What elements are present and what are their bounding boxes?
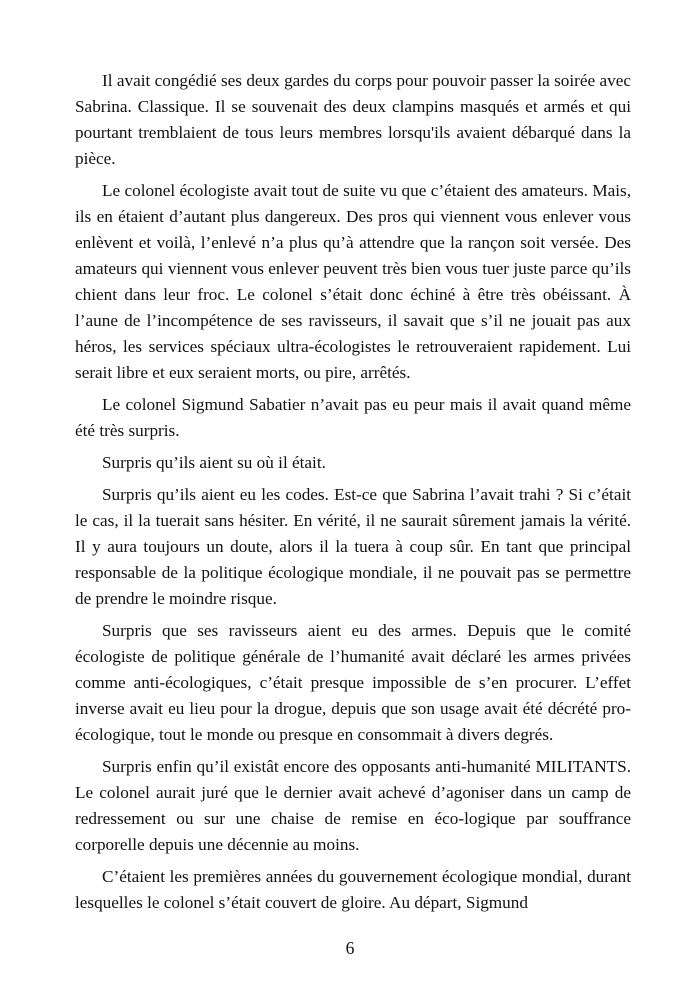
page-body bbox=[75, 68, 631, 922]
paragraph-2: Le colonel écologiste avait tout de suite vu que c’étaient des amateurs. Mais, ils en étaient d’autant plus dangereux. Des pros qui viennent vous enlever vous enlèvent et voilà, l’enlevé n’a plus qu’à attendre que la rançon soit versée. Des amateurs qui viennent vous enlever peuvent très bien vous tuer juste parce qu’ils chient dans leur froc. Le colonel s’était donc échiné à être très obéissant. À l’aune de l’incompétence de ses ravisseurs, il savait que s’il ne jouait pas aux héros, les services spéciaux ultra-écologistes le retrouveraient rapidement. Lui serait libre et eux seraient morts, ou pire, arrêtés. bbox=[75, 181, 631, 382]
paragraph-8: C’étaient les premières années du gouvernement écologique mondial, durant lesquelles le colonel s’était couvert de gloire. Au départ, Sigmund bbox=[75, 867, 631, 912]
paragraph-6: Surpris que ses ravisseurs aient eu des armes. Depuis que le comité écologiste de politique générale de l’humanité avait déclaré les armes privées comme anti-écologiques, c’était presque impossible de s’en procurer. L’effet inverse avait eu lieu pour la drogue, depuis que son usage avait été décrété pro-écologique, tout le monde ou presque en consommait à divers degrés. bbox=[75, 621, 631, 744]
paragraph-7: Surpris enfin qu’il existât encore des opposants anti-humanité MILITANTS. Le colonel aurait juré que le dernier avait achevé d’agoniser dans un camp de redressement ou sur une chaise de remise en éco-logique par souffrance corporelle depuis une décennie au moins. bbox=[75, 757, 631, 854]
paragraph-4: Surpris qu’ils aient su où il était. bbox=[102, 453, 326, 472]
paragraph-5: Surpris qu’ils aient eu les codes. Est-ce que Sabrina l’avait trahi ? Si c’était le cas, il la tuerait sans hésiter. En vérité, il ne saurait sûrement jamais la vérité. Il y aura toujours un doute, alors il la tuera à coup sûr. En tant que principal responsable de la politique écologique mondiale, il ne pouvait pas se permettre de prendre le moindre risque. bbox=[75, 485, 631, 608]
page-number: 6 bbox=[345, 938, 355, 958]
paragraph-3: Le colonel Sigmund Sabatier n’avait pas eu peur mais il avait quand même été très surpris. bbox=[75, 395, 631, 440]
paragraph-1: Il avait congédié ses deux gardes du corps pour pouvoir passer la soirée avec Sabrina. Classique. Il se souvenait des deux clampins masqués et armés et qui pourtant tremblaient de tous leurs membres lorsqu'ils avaient débarqué dans la pièce. bbox=[75, 71, 631, 168]
